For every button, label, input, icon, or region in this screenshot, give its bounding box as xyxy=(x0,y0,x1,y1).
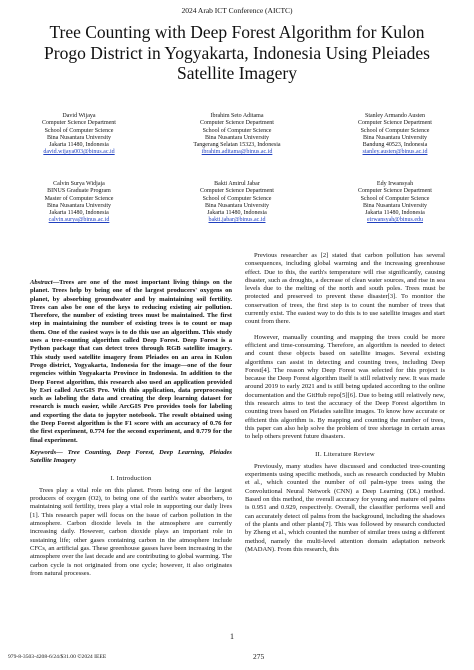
author-affil: School of Computer Science xyxy=(202,195,272,202)
author-affil: School of Computer Science xyxy=(202,127,272,134)
section-heading-literature-review: II. Literature Review xyxy=(315,450,375,458)
author-affil: Master of Computer Science xyxy=(44,195,114,202)
author-affil: Bina Nusantara University xyxy=(205,202,269,209)
author-name: David Wijaya xyxy=(62,113,96,119)
author-affil: Jakarta 11480, Indonesia xyxy=(49,210,109,217)
journal-page-number: 275 xyxy=(253,652,265,661)
conference-header: 2024 Arab ICT Conference (AICTC) xyxy=(181,6,293,15)
author-email-link[interactable]: bakti.jabar@binus.ac.id xyxy=(208,217,266,224)
author-email-link[interactable]: ibrahim.aditama@binus.ac.id xyxy=(201,149,273,156)
author-affil: BINUS Graduate Program xyxy=(47,188,111,195)
left-column xyxy=(30,279,232,578)
author-affil: Computer Science Department xyxy=(358,188,432,195)
body-paragraph: Previously, many studies have discussed and conducted tree-counting experiments using specific methods, such as research conducted by Mubin et al., which counted the number of oil palm-type trees using the Convolutional Neural Network (CNN) a Deep Learning (DL) method. Based on this method, the overall accuracy for young and mature oil palms is 0.951 and 0.929, respectively. Overall, the classifier performs well and can accurately detect oil palms from the background, including the shadows of the plants and other plants[7]. This was followed by research conducted by Zheng et al., which counted the number of similar trees using a different method, namely the multi-level attention domain adaptation network (MADAN). From this research, this xyxy=(245,462,445,553)
author-email-link[interactable]: david.wijaya003@binus.ac.id xyxy=(43,149,115,156)
author-affil: Bina Nusantara University xyxy=(47,134,111,141)
intro-paragraph: Trees play a vital role on this planet. From being one of the largest producers of oxygen (O2), to being one of the earth's water absorbers, to maintaining soil fertility, trees play a vital role in supporting our daily lives [1]. This research paper will focus on the issue of carbon pollution in the atmosphere. Carbon dioxide levels in the atmosphere are currently increasing daily. However, carbon dioxide plays an important role in sustaining life; other gases containing carbon in the atmosphere include CFCs, an artificial gas. These greenhouse gasses have been increasing in the atmosphere over the last decade and are contributing to global warming. The carbon cycle is not originated from one cycle; however, it also originates from natural processes. xyxy=(30,486,232,577)
copyright-footer: 979-8-3503-4208-6/24/$31.00 ©2024 IEEE xyxy=(8,654,107,660)
author-affil: Tangerang Selatan 15323, Indonesia xyxy=(193,142,281,149)
keywords-text: — Tree Counting, Deep Forest, Deep Learning, Pleiades Satellite Imagery xyxy=(30,448,232,465)
author-name: Bakti Amirul Jabar xyxy=(214,181,260,187)
author-affil: Jakarta 11480, Indonesia xyxy=(365,210,425,217)
body-paragraph: However, manually counting and mapping the trees could be more efficient and time-consuming. Therefore, an algorithm is needed to detect and count these objects based on satellite images. Several existing algorithms can assist in detecting and counting trees, including Deep Forest[4]. The reason why Deep Forest was selected for this project is because the Deep Forest algorithm itself is still relatively new. It was made around 2019 to early 2021 and is still being updated according to the online documentation and the GitHub repo[5][6]. Due to being still relatively new, this research aims to test the accuracy of the Deep Forest algorithm in counting trees based on Pleiades satellite images. To know how accurate or efficient this algorithm is. By mapping and counting the number of trees, this paper can also help solve the problem of tree shortage in certain areas to help others prevent future disasters. xyxy=(245,333,445,441)
author-affil: Bandung 40523, Indonesia xyxy=(362,142,428,149)
author-affil: Bina Nusantara University xyxy=(363,202,427,209)
author-block-2 xyxy=(162,113,312,157)
author-affil: Bina Nusantara University xyxy=(47,202,111,209)
author-name: Calvin Surya Widjaja xyxy=(53,181,105,187)
right-column xyxy=(245,252,445,554)
author-affil: Computer Science Department xyxy=(200,120,274,127)
author-block-4 xyxy=(4,181,154,225)
page-number: 1 xyxy=(230,632,234,641)
author-affil: School of Computer Science xyxy=(360,195,430,202)
body-paragraph: Previous researcher as [2] stated that carbon pollution has several consequences, including global warming and the increasing greenhouse effect. Due to this, the earth's temperature will rise significantly, causing disaster, such as droughts, a decrease of clean water sources, and rise in sea levels due to the melting of the north and south poles. Trees must be protected and preserved to prevent these disaster[3]. To monitor the conservation of trees, the first step is to count the number of trees that currently exist. The easiest way to do this is to use satellite images and start count from there. xyxy=(245,252,445,326)
author-block-3 xyxy=(320,113,470,157)
author-name: Edy Irwansyah xyxy=(376,181,414,187)
author-block-6 xyxy=(320,181,470,225)
author-email-link[interactable]: eirwansyah@binus.edu xyxy=(366,217,423,224)
author-affil: Jakarta 11480, Indonesia xyxy=(207,210,267,217)
paper-title: Tree Counting with Deep Forest Algorithm for Kulon Progo District in Yogyakarta, Indonesia Using Pleiades Satellite Imagery xyxy=(44,22,430,83)
keywords-label: Keywords xyxy=(30,448,57,456)
author-name: Ibrahim Seto Aditama xyxy=(210,113,264,119)
author-affil: Computer Science Department xyxy=(358,120,432,127)
keywords xyxy=(30,449,232,466)
author-affil: School of Computer Science xyxy=(44,127,114,134)
author-block-1 xyxy=(4,113,154,157)
author-block-5 xyxy=(162,181,312,225)
author-affil: Jakarta 11480, Indonesia xyxy=(49,142,109,149)
author-affil: Computer Science Department xyxy=(200,188,274,195)
author-name: Stanley Armando Austen xyxy=(365,113,425,119)
abstract-text: —Trees are one of the most important living things on the planet. Trees help by being one of the largest producers' oxygens on planet, by absorbing groundwater and by maintaining soil fertility. Trees can also be one of the keys to reducing existing air pollution. Therefore, the number of existing trees must be maintained. The first step in maintaining the number of existing trees is to count or map them. One of the easiest ways is to do this use an algorithm. This study uses a tree-counting algorithm called Deep Forest. Deep Forest is a Python package that can detect trees through RGB satellite imagery. This study used satellite imagery from Pleiades on an area in Kulon Progo district, Yogyakarta, Indonesia for the image—one of the four regencies within Yogyakarta Province in Indonesia. In addition to the Deep Forest algorithm, this research also used an application provided by Esri called ArcGIS Pro. With this application, data preprocessing such as labeling the data and creating the deep learning dataset for research is much easier, while ArcGIS Pro provides tools for labeling and exporting the data to jupyter notebook. The result obtained using the Deep Forest algorithm is the F1 score with an accuracy of 0.76 for the first experiment, 0.774 for the second experiment, and 0.779 for the final experiment. xyxy=(30,279,232,444)
abstract-label: Abstract xyxy=(30,279,53,286)
section-heading-introduction: I. Introduction xyxy=(110,474,152,482)
author-affil: School of Computer Science xyxy=(360,127,430,134)
author-email-link[interactable]: calvin.surya@binus.ac.id xyxy=(48,217,110,224)
abstract xyxy=(30,279,232,445)
author-email-link[interactable]: stanley.austen@binus.ac.id xyxy=(362,149,428,156)
author-affil: Bina Nusantara University xyxy=(363,134,427,141)
author-affil: Computer Science Department xyxy=(42,120,116,127)
author-affil: Bina Nusantara University xyxy=(205,134,269,141)
